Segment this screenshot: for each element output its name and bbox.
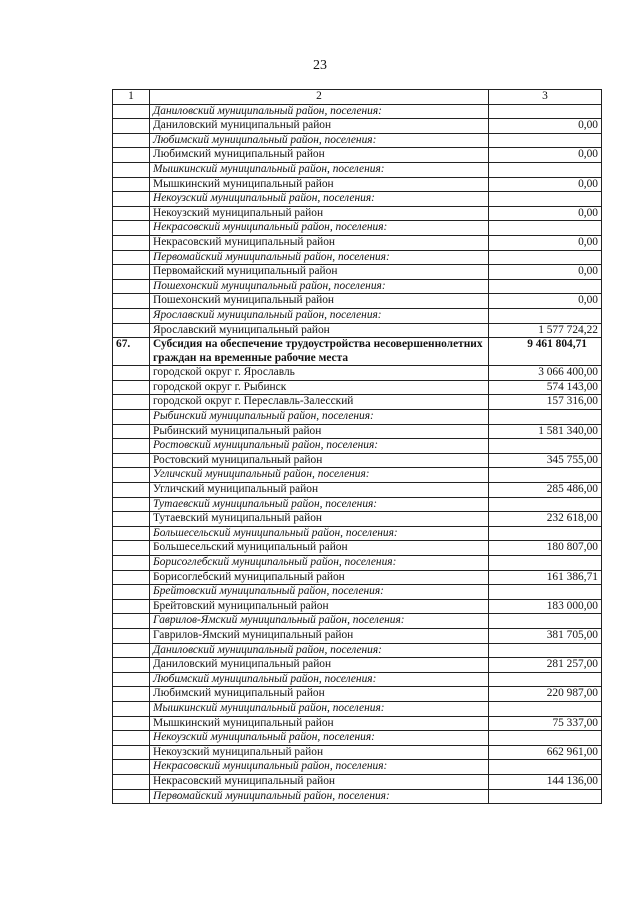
table-row: [113, 687, 602, 702]
amount-cell: 0,00: [489, 294, 602, 309]
subheading-row: [113, 308, 602, 323]
subheading-row: [113, 221, 602, 236]
amount-cell: [489, 133, 602, 148]
amount-cell: [489, 643, 602, 658]
amount-cell: 1 581 340,00: [489, 424, 602, 439]
amount-cell: [489, 221, 602, 236]
amount-cell: 285 486,00: [489, 483, 602, 498]
item-number-cell: [113, 672, 150, 687]
table-row: [113, 380, 602, 395]
amount-cell: [489, 585, 602, 600]
item-number-cell: [113, 119, 150, 134]
item-number-cell: [113, 774, 150, 789]
item-number-cell: [113, 221, 150, 236]
header-col-2: 2: [150, 90, 489, 105]
row-label: городской округ г. Ярославль: [150, 366, 489, 381]
amount-cell: [489, 556, 602, 571]
item-number-cell: [113, 366, 150, 381]
table-row: [113, 148, 602, 163]
item-number-cell: [113, 585, 150, 600]
item-number-cell: [113, 294, 150, 309]
subheading-label: Любимский муниципальный район, поселения:: [150, 133, 489, 148]
item-number-cell: [113, 250, 150, 265]
subheading-label: Некоузский муниципальный район, поселения:: [150, 192, 489, 207]
item-number-cell: [113, 701, 150, 716]
subheading-label: Тутаевский муниципальный район, поселения:: [150, 497, 489, 512]
amount-cell: 0,00: [489, 119, 602, 134]
table-row: [113, 206, 602, 221]
subheading-label: Некрасовский муниципальный район, поселения:: [150, 221, 489, 236]
subheading-row: [113, 279, 602, 294]
amount-cell: 281 257,00: [489, 658, 602, 673]
item-number-cell: [113, 192, 150, 207]
table-row: [113, 177, 602, 192]
table-row: [113, 424, 602, 439]
subheading-label: Ярославский муниципальный район, поселения:: [150, 308, 489, 323]
row-label: Некоузский муниципальный район: [150, 206, 489, 221]
header-col-1: 1: [113, 90, 150, 105]
item-number-cell: [113, 235, 150, 250]
amount-cell: 381 705,00: [489, 628, 602, 643]
subheading-label: Первомайский муниципальный район, поселения:: [150, 250, 489, 265]
subheading-label: Некоузский муниципальный район, поселения:: [150, 731, 489, 746]
item-number-cell: [113, 497, 150, 512]
subheading-row: [113, 789, 602, 804]
item-number-cell: [113, 570, 150, 585]
row-label: Даниловский муниципальный район: [150, 658, 489, 673]
row-label: Рыбинский муниципальный район: [150, 424, 489, 439]
subheading-row: [113, 439, 602, 454]
amount-cell: [489, 439, 602, 454]
subheading-row: [113, 701, 602, 716]
item-number-cell: [113, 643, 150, 658]
item-number-cell: [113, 731, 150, 746]
table-header-row: [113, 90, 602, 105]
subheading-label: Некрасовский муниципальный район, поселения:: [150, 760, 489, 775]
subheading-row: [113, 250, 602, 265]
subheading-row: [113, 672, 602, 687]
subsidy-table: [112, 89, 602, 804]
table-row: [113, 658, 602, 673]
item-number-cell: [113, 410, 150, 425]
table-row: [113, 294, 602, 309]
item-number-cell: [113, 760, 150, 775]
item-number-cell: [113, 468, 150, 483]
amount-cell: [489, 526, 602, 541]
amount-cell: 574 143,00: [489, 380, 602, 395]
table-row: [113, 366, 602, 381]
subheading-label: Гаврилов-Ямский муниципальный район, поселения:: [150, 614, 489, 629]
item-number-cell: [113, 716, 150, 731]
page-number: 23: [313, 58, 327, 73]
subheading-label: Угличский муниципальный район, поселения:: [150, 468, 489, 483]
subheading-label: Даниловский муниципальный район, поселения:: [150, 643, 489, 658]
item-number-cell: [113, 658, 150, 673]
amount-cell: [489, 497, 602, 512]
amount-cell: [489, 162, 602, 177]
amount-cell: 232 618,00: [489, 512, 602, 527]
table-row: [113, 774, 602, 789]
subheading-label: Первомайский муниципальный район, поселения:: [150, 789, 489, 804]
amount-cell: 345 755,00: [489, 453, 602, 468]
subheading-row: [113, 585, 602, 600]
table-row: [113, 745, 602, 760]
subheading-label: Любимский муниципальный район, поселения:: [150, 672, 489, 687]
item-number-cell: [113, 380, 150, 395]
amount-cell: [489, 468, 602, 483]
table-row: [113, 119, 602, 134]
row-label: Некрасовский муниципальный район: [150, 235, 489, 250]
amount-cell: 0,00: [489, 177, 602, 192]
table-row: [113, 323, 602, 338]
table-body: [113, 104, 602, 804]
row-label: Тутаевский муниципальный район: [150, 512, 489, 527]
amount-cell: [489, 760, 602, 775]
row-label: Гаврилов-Ямский муниципальный район: [150, 628, 489, 643]
item-number-cell: [113, 614, 150, 629]
header-col-3: 3: [489, 90, 602, 105]
subheading-row: [113, 643, 602, 658]
item-number-cell: [113, 526, 150, 541]
row-label: Даниловский муниципальный район: [150, 119, 489, 134]
table-row: [113, 483, 602, 498]
amount-cell: 183 000,00: [489, 599, 602, 614]
subheading-row: [113, 104, 602, 119]
subheading-label: Ростовский муниципальный район, поселения:: [150, 439, 489, 454]
subheading-label: Мышкинский муниципальный район, поселения:: [150, 701, 489, 716]
item-number-cell: [113, 206, 150, 221]
item-number-cell: 67.: [113, 338, 150, 366]
subheading-label: Большесельский муниципальный район, поселения:: [150, 526, 489, 541]
amount-cell: [489, 672, 602, 687]
subheading-row: [113, 614, 602, 629]
amount-cell: 662 961,00: [489, 745, 602, 760]
item-number-cell: [113, 512, 150, 527]
table-row: [113, 570, 602, 585]
item-number-cell: [113, 279, 150, 294]
row-label: Первомайский муниципальный район: [150, 265, 489, 280]
item-number-cell: [113, 177, 150, 192]
table-row: [113, 235, 602, 250]
amount-cell: 0,00: [489, 148, 602, 163]
amount-cell: 9 461 804,71: [489, 338, 602, 366]
item-number-cell: [113, 395, 150, 410]
item-number-cell: [113, 556, 150, 571]
table-row: [113, 395, 602, 410]
row-label: Брейтовский муниципальный район: [150, 599, 489, 614]
item-number-cell: [113, 104, 150, 119]
item-number-cell: [113, 789, 150, 804]
subheading-label: Мышкинский муниципальный район, поселения:: [150, 162, 489, 177]
amount-cell: [489, 192, 602, 207]
row-label: Любимский муниципальный район: [150, 148, 489, 163]
subheading-row: [113, 410, 602, 425]
row-label: Ярославский муниципальный район: [150, 323, 489, 338]
subheading-label: Борисоглебский муниципальный район, поселения:: [150, 556, 489, 571]
amount-cell: 180 807,00: [489, 541, 602, 556]
amount-cell: [489, 104, 602, 119]
item-number-cell: [113, 599, 150, 614]
subheading-row: [113, 162, 602, 177]
row-label: Угличский муниципальный район: [150, 483, 489, 498]
subheading-row: [113, 526, 602, 541]
item-number-cell: [113, 323, 150, 338]
item-number-cell: [113, 265, 150, 280]
amount-cell: 0,00: [489, 265, 602, 280]
amount-cell: [489, 308, 602, 323]
subheading-label: Рыбинский муниципальный район, поселения:: [150, 410, 489, 425]
subheading-label: Даниловский муниципальный район, поселения:: [150, 104, 489, 119]
subheading-row: [113, 556, 602, 571]
row-label: городской округ г. Рыбинск: [150, 380, 489, 395]
amount-cell: [489, 731, 602, 746]
subheading-row: [113, 731, 602, 746]
table-row: [113, 599, 602, 614]
subheading-row: [113, 468, 602, 483]
amount-cell: [489, 701, 602, 716]
subheading-row: [113, 192, 602, 207]
item-number-cell: [113, 541, 150, 556]
table-row: [113, 716, 602, 731]
amount-cell: 144 136,00: [489, 774, 602, 789]
amount-cell: [489, 279, 602, 294]
amount-cell: 3 066 400,00: [489, 366, 602, 381]
row-label: Некоузский муниципальный район: [150, 745, 489, 760]
item-number-cell: [113, 745, 150, 760]
subheading-label: Пошехонский муниципальный район, поселения:: [150, 279, 489, 294]
item-number-cell: [113, 439, 150, 454]
table-row: [113, 541, 602, 556]
row-label: Пошехонский муниципальный район: [150, 294, 489, 309]
amount-cell: [489, 789, 602, 804]
row-label: Большесельский муниципальный район: [150, 541, 489, 556]
amount-cell: 0,00: [489, 206, 602, 221]
subheading-row: [113, 497, 602, 512]
item-number-cell: [113, 424, 150, 439]
item-number-cell: [113, 453, 150, 468]
amount-cell: 0,00: [489, 235, 602, 250]
amount-cell: [489, 410, 602, 425]
amount-cell: [489, 250, 602, 265]
item-number-cell: [113, 148, 150, 163]
table-row: [113, 453, 602, 468]
row-label: Субсидия на обеспечение трудоустройства несовершеннолетних граждан на временные рабочие места: [150, 338, 489, 366]
amount-cell: 157 316,00: [489, 395, 602, 410]
row-label: Мышкинский муниципальный район: [150, 716, 489, 731]
item-number-cell: [113, 628, 150, 643]
row-label: Борисоглебский муниципальный район: [150, 570, 489, 585]
subheading-row: [113, 760, 602, 775]
amount-cell: 161 386,71: [489, 570, 602, 585]
row-label: Любимский муниципальный район: [150, 687, 489, 702]
item-number-cell: [113, 687, 150, 702]
table-row: [113, 265, 602, 280]
table-row: [113, 628, 602, 643]
amount-cell: 220 987,00: [489, 687, 602, 702]
subheading-label: Брейтовский муниципальный район, поселения:: [150, 585, 489, 600]
row-label: Мышкинский муниципальный район: [150, 177, 489, 192]
table-row: [113, 512, 602, 527]
subheading-row: [113, 133, 602, 148]
row-label: городской округ г. Переславль-Залесский: [150, 395, 489, 410]
item-number-cell: [113, 308, 150, 323]
amount-cell: [489, 614, 602, 629]
row-label: Некрасовский муниципальный район: [150, 774, 489, 789]
item-number-cell: [113, 162, 150, 177]
amount-cell: 1 577 724,22: [489, 323, 602, 338]
row-label: Ростовский муниципальный район: [150, 453, 489, 468]
item-number-cell: [113, 133, 150, 148]
amount-cell: 75 337,00: [489, 716, 602, 731]
subsidy-total-row: [113, 338, 602, 366]
item-number-cell: [113, 483, 150, 498]
